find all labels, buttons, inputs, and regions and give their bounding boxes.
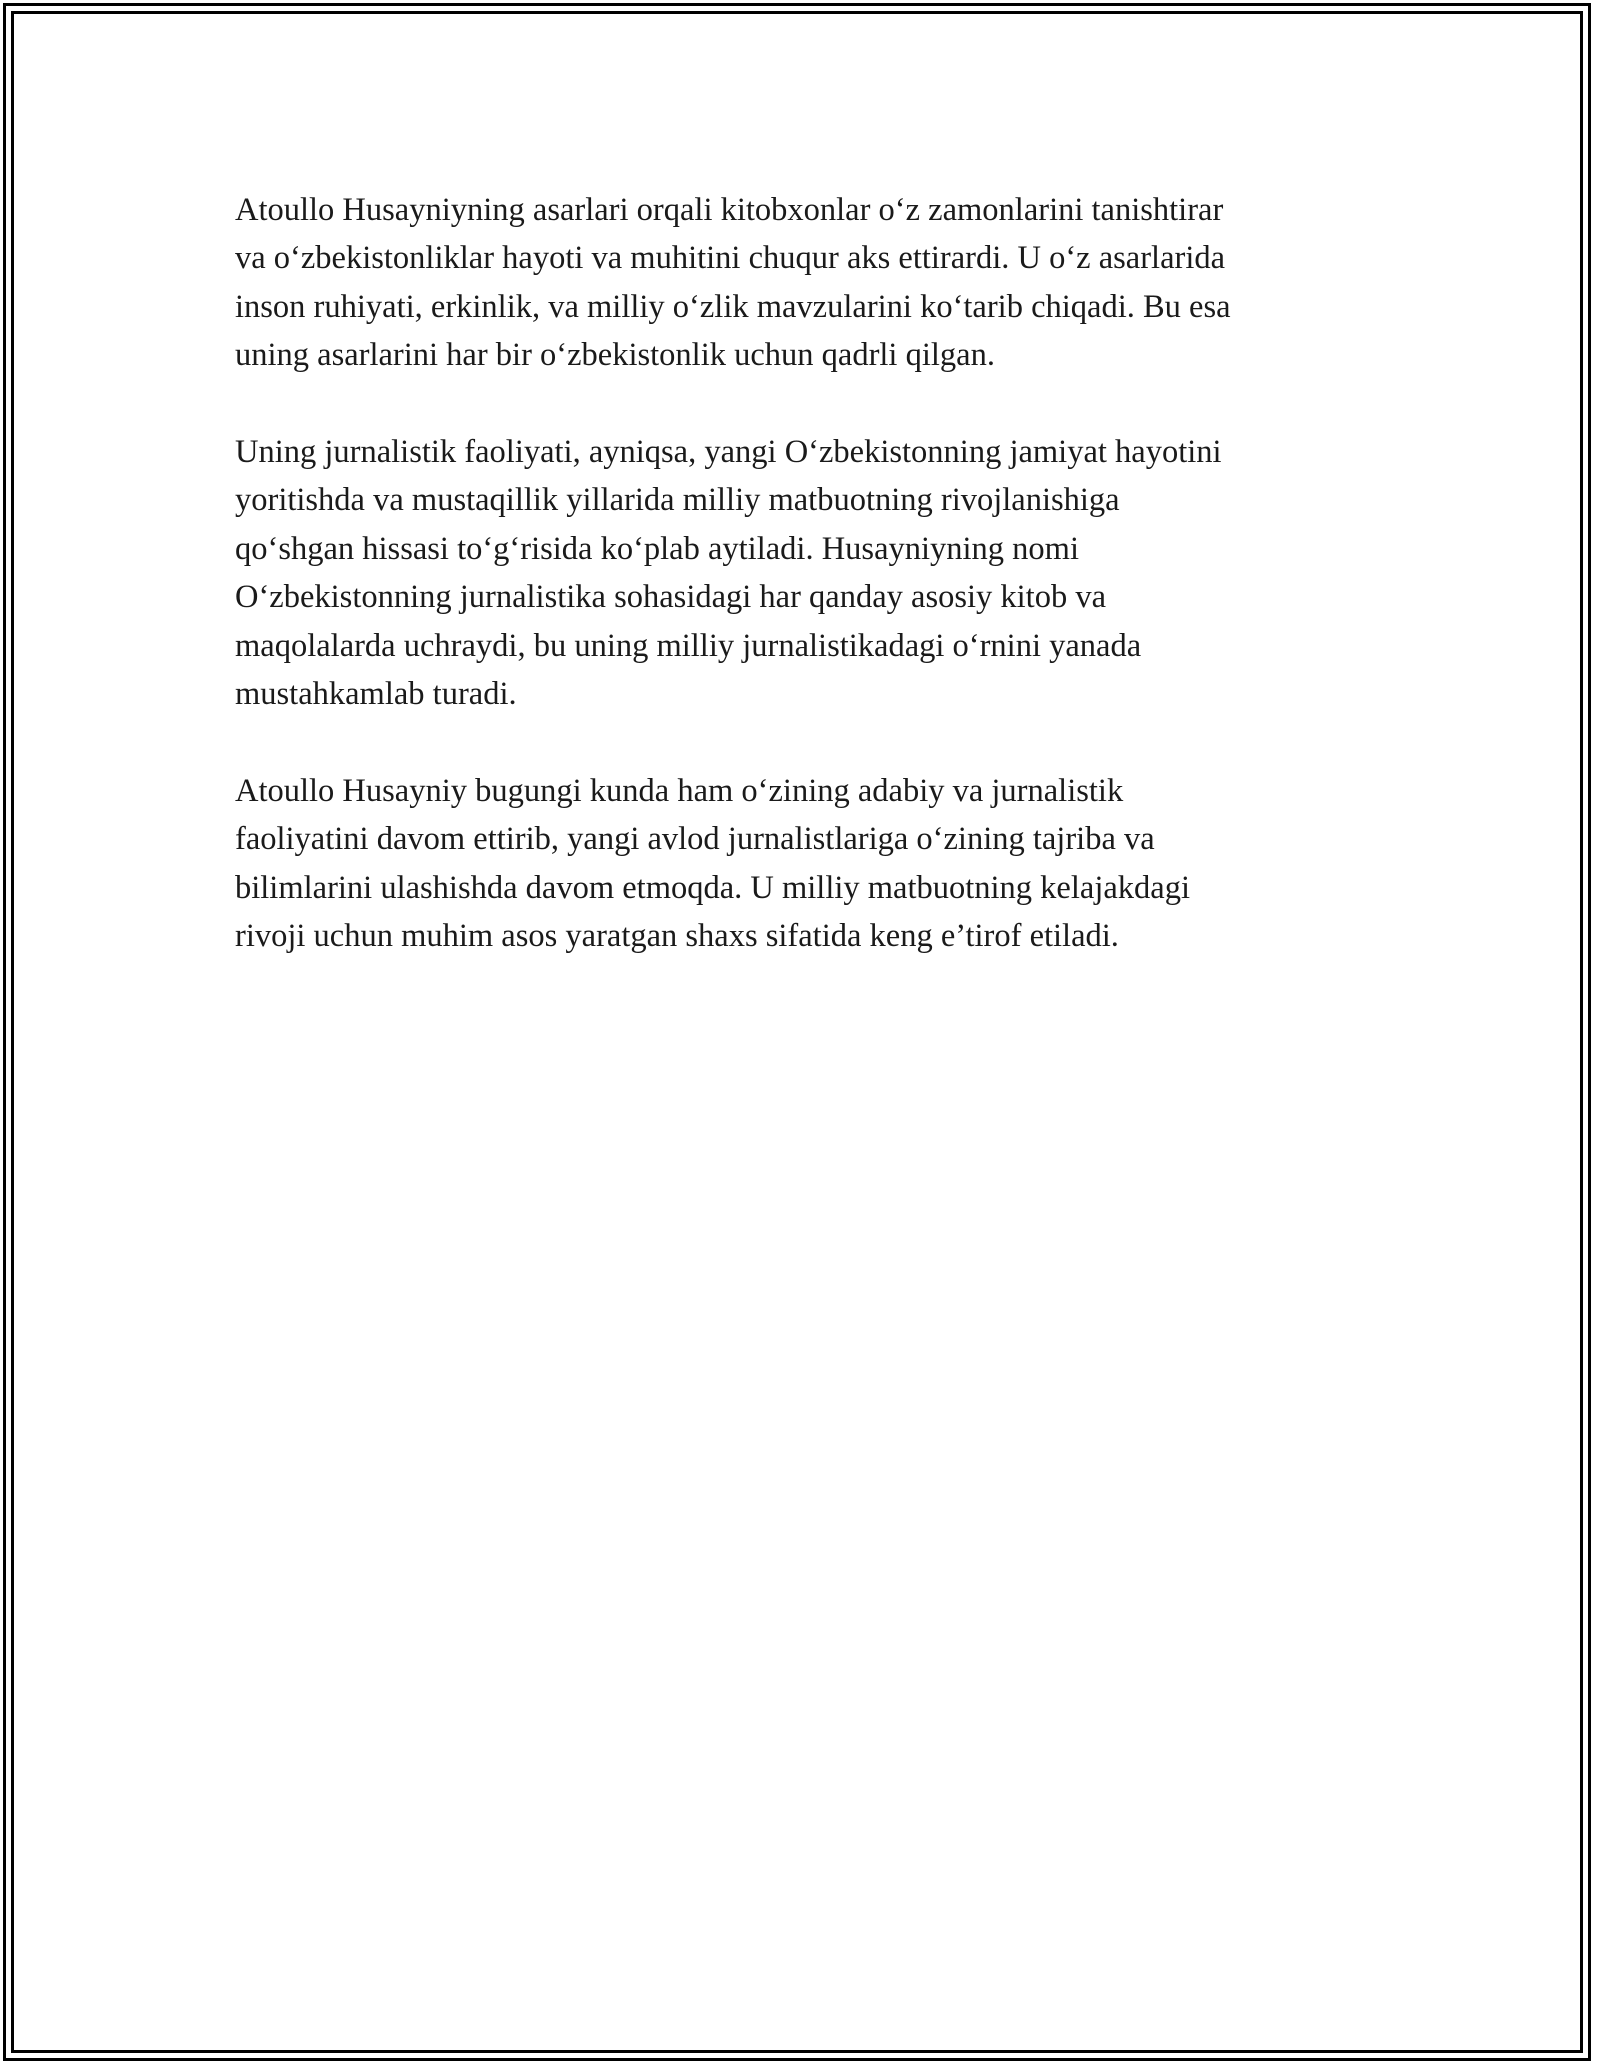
paragraph-3: Atoullo Husayniy bugungi kunda ham o‘zining adabiy va jurnalistik faoliyatini davom ettirib, yangi avlod jurnalistlariga o‘zining tajriba va bilimlarini ulashishda davom etmoqda. U milliy matbuotning kelajakdagi rivoji uchun muhim asos yaratgan shaxs sifatida keng e’tirof etiladi. bbox=[235, 772, 1190, 955]
paragraph-2: Uning jurnalistik faoliyati, ayniqsa, yangi O‘zbekistonning jamiyat hayotini yoritishda va mustaqillik yillarida milliy matbuotning rivojlanishiga qo‘shgan hissasi to‘g‘risida ko‘plab aytiladi. Husayniyning nomi O‘zbekistonning jurnalistika sohasidagi har qanday asosiy kitob va maqolalarda uchraydi, bu uning milliy jurnalistikadagi o‘rnini yanada mustahkamlab turadi. bbox=[235, 434, 1222, 713]
paragraph-1: Atoullo Husayniyning asarlari orqali kitobxonlar o‘z zamonlarini tanishtirar va o‘zbekistonliklar hayoti va muhitini chuqur aks ettirardi. U o‘z asarlarida inson ruhiyati, erkinlik, va milliy o‘zlik mavzularini ko‘tarib chiqadi. Bu esa uning asarlarini har bir o‘zbekistonlik uchun qadrli qilgan. bbox=[235, 192, 1231, 374]
document-body bbox=[235, 186, 1375, 1009]
